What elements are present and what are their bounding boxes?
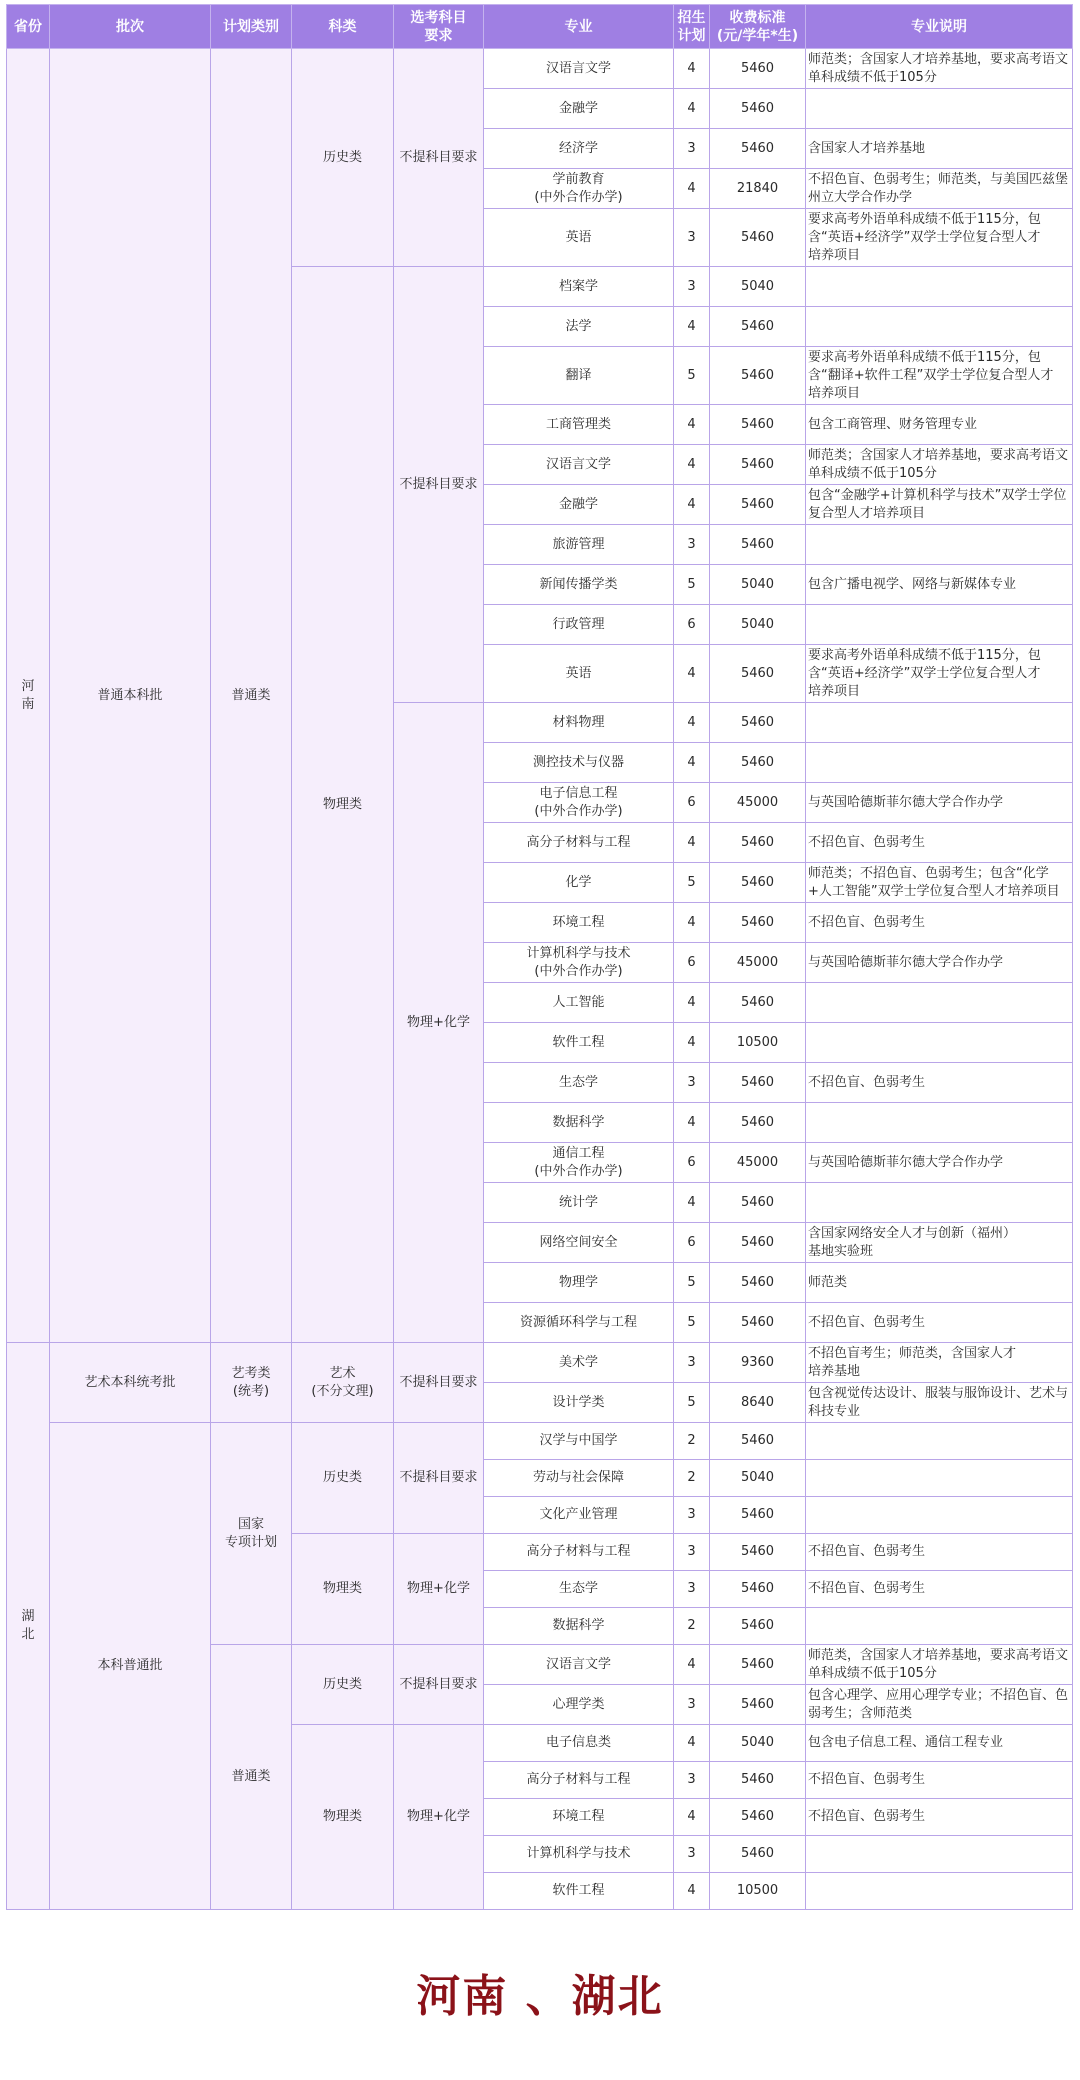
- major-cell: 环境工程: [484, 903, 674, 943]
- major-note-cell: 含国家网络安全人才与创新（福州） 基地实验班: [806, 1223, 1073, 1263]
- major-cell: 网络空间安全: [484, 1223, 674, 1263]
- subject-requirement-cell: 物理+化学: [394, 703, 484, 1343]
- admission-plan-table: [6, 4, 1073, 1910]
- subject-requirement-cell: 物理+化学: [394, 1725, 484, 1910]
- major-cell: 学前教育 (中外合作办学): [484, 169, 674, 209]
- enrollment-plan-cell: 6: [674, 605, 710, 645]
- enrollment-plan-cell: 2: [674, 1608, 710, 1645]
- header-tuition: 收费标准 (元/学年*生): [710, 5, 806, 49]
- major-cell: 金融学: [484, 485, 674, 525]
- major-cell: 劳动与社会保障: [484, 1460, 674, 1497]
- major-cell: 资源循环科学与工程: [484, 1303, 674, 1343]
- plan-category-cell: 艺考类 (统考): [211, 1343, 292, 1423]
- major-cell: 翻译: [484, 347, 674, 405]
- batch-cell: 普通本科批: [50, 49, 211, 1343]
- tuition-cell: 5460: [710, 1799, 806, 1836]
- major-note-cell: 与英国哈德斯菲尔德大学合作办学: [806, 943, 1073, 983]
- major-note-cell: [806, 525, 1073, 565]
- enrollment-plan-cell: 6: [674, 1143, 710, 1183]
- enrollment-plan-cell: 5: [674, 1303, 710, 1343]
- tuition-cell: 5460: [710, 1063, 806, 1103]
- tuition-cell: 5460: [710, 445, 806, 485]
- subject-requirement-cell: 不提科目要求: [394, 49, 484, 267]
- subject-category-cell: 物理类: [292, 1725, 394, 1910]
- tuition-cell: 5460: [710, 1183, 806, 1223]
- tuition-cell: 5460: [710, 1423, 806, 1460]
- major-cell: 电子信息工程 (中外合作办学): [484, 783, 674, 823]
- table-body: [7, 49, 1073, 1910]
- enrollment-plan-cell: 4: [674, 645, 710, 703]
- major-note-cell: [806, 267, 1073, 307]
- table-row: [7, 1343, 1073, 1383]
- major-note-cell: 包含“金融学+计算机科学与技术”双学士学位复合型人才培养项目: [806, 485, 1073, 525]
- tuition-cell: 5460: [710, 1685, 806, 1725]
- major-cell: 材料物理: [484, 703, 674, 743]
- major-cell: 设计学类: [484, 1383, 674, 1423]
- major-cell: 高分子材料与工程: [484, 1762, 674, 1799]
- enrollment-plan-cell: 5: [674, 565, 710, 605]
- header-batch: 批次: [50, 5, 211, 49]
- major-cell: 心理学类: [484, 1685, 674, 1725]
- tuition-cell: 5040: [710, 1460, 806, 1497]
- tuition-cell: 5460: [710, 49, 806, 89]
- header-subject-requirement: 选考科目 要求: [394, 5, 484, 49]
- enrollment-plan-cell: 4: [674, 1725, 710, 1762]
- enrollment-plan-cell: 4: [674, 89, 710, 129]
- enrollment-plan-cell: 4: [674, 49, 710, 89]
- enrollment-plan-cell: 5: [674, 1383, 710, 1423]
- enrollment-plan-cell: 3: [674, 209, 710, 267]
- tuition-cell: 5460: [710, 743, 806, 783]
- major-note-cell: [806, 1423, 1073, 1460]
- major-note-cell: 不招色盲考生；师范类，含国家人才 培养基地: [806, 1343, 1073, 1383]
- major-note-cell: [806, 1103, 1073, 1143]
- subject-requirement-cell: 不提科目要求: [394, 1645, 484, 1725]
- major-note-cell: 不招色盲、色弱考生: [806, 1799, 1073, 1836]
- major-note-cell: [806, 743, 1073, 783]
- tuition-cell: 5460: [710, 1608, 806, 1645]
- enrollment-plan-cell: 4: [674, 405, 710, 445]
- enrollment-plan-cell: 4: [674, 903, 710, 943]
- tuition-cell: 5460: [710, 983, 806, 1023]
- subject-requirement-cell: 不提科目要求: [394, 1423, 484, 1534]
- enrollment-plan-cell: 4: [674, 1103, 710, 1143]
- major-note-cell: [806, 307, 1073, 347]
- major-note-cell: 要求高考外语单科成绩不低于115分，包含“翻译+软件工程”双学士学位复合型人才 培养项目: [806, 347, 1073, 405]
- major-note-cell: 师范类，含国家人才培养基地，要求高考语文单科成绩不低于105分: [806, 1645, 1073, 1685]
- enrollment-plan-cell: 3: [674, 525, 710, 565]
- major-cell: 文化产业管理: [484, 1497, 674, 1534]
- major-note-cell: [806, 1460, 1073, 1497]
- subject-requirement-cell: 不提科目要求: [394, 267, 484, 703]
- enrollment-plan-cell: 4: [674, 703, 710, 743]
- major-cell: 新闻传播学类: [484, 565, 674, 605]
- major-cell: 数据科学: [484, 1608, 674, 1645]
- tuition-cell: 8640: [710, 1383, 806, 1423]
- major-note-cell: 包含视觉传达设计、服装与服饰设计、艺术与科技专业: [806, 1383, 1073, 1423]
- major-note-cell: [806, 1836, 1073, 1873]
- enrollment-plan-cell: 3: [674, 1571, 710, 1608]
- major-note-cell: 不招色盲、色弱考生: [806, 1571, 1073, 1608]
- major-note-cell: [806, 983, 1073, 1023]
- enrollment-plan-cell: 3: [674, 1685, 710, 1725]
- header-major-note: 专业说明: [806, 5, 1073, 49]
- tuition-cell: 5460: [710, 1497, 806, 1534]
- major-cell: 汉语言文学: [484, 1645, 674, 1685]
- major-note-cell: 与英国哈德斯菲尔德大学合作办学: [806, 783, 1073, 823]
- major-note-cell: 包含心理学、应用心理学专业；不招色盲、色弱考生；含师范类: [806, 1685, 1073, 1725]
- major-cell: 汉学与中国学: [484, 1423, 674, 1460]
- enrollment-plan-cell: 4: [674, 169, 710, 209]
- major-note-cell: 不招色盲、色弱考生；师范类，与美国匹兹堡州立大学合作办学: [806, 169, 1073, 209]
- tuition-cell: 5460: [710, 1263, 806, 1303]
- subject-category-cell: 历史类: [292, 1423, 394, 1534]
- major-cell: 美术学: [484, 1343, 674, 1383]
- major-cell: 旅游管理: [484, 525, 674, 565]
- major-note-cell: [806, 605, 1073, 645]
- major-note-cell: 不招色盲、色弱考生: [806, 903, 1073, 943]
- major-cell: 工商管理类: [484, 405, 674, 445]
- batch-cell: 本科普通批: [50, 1423, 211, 1910]
- enrollment-plan-cell: 2: [674, 1423, 710, 1460]
- major-cell: 金融学: [484, 89, 674, 129]
- tuition-cell: 45000: [710, 943, 806, 983]
- tuition-cell: 5460: [710, 1303, 806, 1343]
- enrollment-plan-cell: 5: [674, 863, 710, 903]
- tuition-cell: 5460: [710, 89, 806, 129]
- major-cell: 高分子材料与工程: [484, 823, 674, 863]
- enrollment-plan-cell: 4: [674, 1799, 710, 1836]
- major-cell: 生态学: [484, 1063, 674, 1103]
- tuition-cell: 5040: [710, 1725, 806, 1762]
- major-note-cell: 师范类: [806, 1263, 1073, 1303]
- footer-title: 河南 、湖北: [416, 1971, 664, 2022]
- major-note-cell: 与英国哈德斯菲尔德大学合作办学: [806, 1143, 1073, 1183]
- tuition-cell: 5460: [710, 645, 806, 703]
- major-cell: 软件工程: [484, 1023, 674, 1063]
- tuition-cell: 5460: [710, 823, 806, 863]
- major-cell: 统计学: [484, 1183, 674, 1223]
- tuition-cell: 5040: [710, 565, 806, 605]
- province-cell: 湖 北: [7, 1343, 50, 1910]
- tuition-cell: 21840: [710, 169, 806, 209]
- tuition-cell: 45000: [710, 1143, 806, 1183]
- tuition-cell: 5460: [710, 1223, 806, 1263]
- subject-category-cell: 历史类: [292, 49, 394, 267]
- enrollment-plan-cell: 6: [674, 1223, 710, 1263]
- major-cell: 人工智能: [484, 983, 674, 1023]
- header-enrollment-plan: 招生 计划: [674, 5, 710, 49]
- plan-category-cell: 普通类: [211, 1645, 292, 1910]
- major-note-cell: 不招色盲、色弱考生: [806, 1534, 1073, 1571]
- major-cell: 计算机科学与技术: [484, 1836, 674, 1873]
- plan-category-cell: 国家 专项计划: [211, 1423, 292, 1645]
- enrollment-plan-cell: 3: [674, 1762, 710, 1799]
- enrollment-plan-cell: 6: [674, 943, 710, 983]
- table-row: [7, 49, 1073, 89]
- major-note-cell: [806, 1873, 1073, 1910]
- tuition-cell: 45000: [710, 783, 806, 823]
- batch-cell: 艺术本科统考批: [50, 1343, 211, 1423]
- major-cell: 汉语言文学: [484, 49, 674, 89]
- major-cell: 高分子材料与工程: [484, 1534, 674, 1571]
- enrollment-plan-cell: 4: [674, 1023, 710, 1063]
- enrollment-plan-cell: 3: [674, 1343, 710, 1383]
- major-cell: 档案学: [484, 267, 674, 307]
- tuition-cell: 10500: [710, 1873, 806, 1910]
- major-note-cell: 不招色盲、色弱考生: [806, 1303, 1073, 1343]
- tuition-cell: 5040: [710, 267, 806, 307]
- tuition-cell: 5460: [710, 405, 806, 445]
- major-note-cell: 不招色盲、色弱考生: [806, 823, 1073, 863]
- enrollment-plan-cell: 4: [674, 445, 710, 485]
- major-cell: 软件工程: [484, 1873, 674, 1910]
- major-note-cell: 要求高考外语单科成绩不低于115分，包含“英语+经济学”双学士学位复合型人才 培养项目: [806, 645, 1073, 703]
- enrollment-plan-cell: 4: [674, 1873, 710, 1910]
- header-province: 省份: [7, 5, 50, 49]
- subject-category-cell: 物理类: [292, 1534, 394, 1645]
- major-cell: 物理学: [484, 1263, 674, 1303]
- major-note-cell: 包含工商管理、财务管理专业: [806, 405, 1073, 445]
- major-cell: 计算机科学与技术 (中外合作办学): [484, 943, 674, 983]
- enrollment-plan-cell: 2: [674, 1460, 710, 1497]
- enrollment-plan-cell: 3: [674, 1534, 710, 1571]
- major-cell: 测控技术与仪器: [484, 743, 674, 783]
- enrollment-plan-cell: 3: [674, 267, 710, 307]
- major-note-cell: 包含电子信息工程、通信工程专业: [806, 1725, 1073, 1762]
- major-note-cell: 师范类；含国家人才培养基地，要求高考语文单科成绩不低于105分: [806, 445, 1073, 485]
- enrollment-plan-cell: 5: [674, 1263, 710, 1303]
- major-note-cell: 含国家人才培养基地: [806, 129, 1073, 169]
- major-cell: 英语: [484, 209, 674, 267]
- tuition-cell: 5460: [710, 1645, 806, 1685]
- major-note-cell: 不招色盲、色弱考生: [806, 1063, 1073, 1103]
- enrollment-plan-cell: 4: [674, 823, 710, 863]
- major-cell: 经济学: [484, 129, 674, 169]
- header-subject-category: 科类: [292, 5, 394, 49]
- tuition-cell: 5460: [710, 129, 806, 169]
- tuition-cell: 5460: [710, 209, 806, 267]
- subject-category-cell: 历史类: [292, 1645, 394, 1725]
- major-cell: 通信工程 (中外合作办学): [484, 1143, 674, 1183]
- major-cell: 英语: [484, 645, 674, 703]
- tuition-cell: 10500: [710, 1023, 806, 1063]
- tuition-cell: 5460: [710, 1836, 806, 1873]
- tuition-cell: 5460: [710, 1534, 806, 1571]
- enrollment-plan-cell: 3: [674, 1497, 710, 1534]
- header-plan-category: 计划类别: [211, 5, 292, 49]
- subject-category-cell: 艺术 (不分文理): [292, 1343, 394, 1423]
- major-note-cell: 包含广播电视学、网络与新媒体专业: [806, 565, 1073, 605]
- enrollment-plan-cell: 3: [674, 129, 710, 169]
- major-note-cell: 师范类；不招色盲、色弱考生；包含“化学+人工智能”双学士学位复合型人才培养项目: [806, 863, 1073, 903]
- major-cell: 生态学: [484, 1571, 674, 1608]
- enrollment-plan-cell: 4: [674, 983, 710, 1023]
- enrollment-plan-cell: 4: [674, 1183, 710, 1223]
- header-major: 专业: [484, 5, 674, 49]
- major-note-cell: [806, 1497, 1073, 1534]
- major-cell: 环境工程: [484, 1799, 674, 1836]
- major-note-cell: 师范类；含国家人才培养基地，要求高考语文单科成绩不低于105分: [806, 49, 1073, 89]
- enrollment-plan-cell: 5: [674, 347, 710, 405]
- tuition-cell: 5460: [710, 903, 806, 943]
- enrollment-plan-cell: 4: [674, 1645, 710, 1685]
- major-cell: 汉语言文学: [484, 445, 674, 485]
- tuition-cell: 9360: [710, 1343, 806, 1383]
- major-cell: 电子信息类: [484, 1725, 674, 1762]
- major-note-cell: [806, 89, 1073, 129]
- enrollment-plan-cell: 4: [674, 307, 710, 347]
- tuition-cell: 5460: [710, 347, 806, 405]
- major-note-cell: 要求高考外语单科成绩不低于115分，包含“英语+经济学”双学士学位复合型人才 培养项目: [806, 209, 1073, 267]
- enrollment-plan-cell: 6: [674, 783, 710, 823]
- header-row: [7, 5, 1073, 49]
- tuition-cell: 5460: [710, 1571, 806, 1608]
- subject-category-cell: 物理类: [292, 267, 394, 1343]
- enrollment-plan-cell: 4: [674, 485, 710, 525]
- tuition-cell: 5460: [710, 863, 806, 903]
- tuition-cell: 5460: [710, 307, 806, 347]
- tuition-cell: 5460: [710, 1762, 806, 1799]
- major-cell: 行政管理: [484, 605, 674, 645]
- enrollment-plan-cell: 4: [674, 743, 710, 783]
- tuition-cell: 5460: [710, 703, 806, 743]
- major-note-cell: [806, 703, 1073, 743]
- subject-requirement-cell: 物理+化学: [394, 1534, 484, 1645]
- plan-category-cell: 普通类: [211, 49, 292, 1343]
- major-note-cell: [806, 1183, 1073, 1223]
- major-note-cell: [806, 1023, 1073, 1063]
- major-cell: 法学: [484, 307, 674, 347]
- tuition-cell: 5460: [710, 485, 806, 525]
- subject-requirement-cell: 不提科目要求: [394, 1343, 484, 1423]
- province-cell: 河 南: [7, 49, 50, 1343]
- tuition-cell: 5460: [710, 1103, 806, 1143]
- major-cell: 数据科学: [484, 1103, 674, 1143]
- major-cell: 化学: [484, 863, 674, 903]
- tuition-cell: 5040: [710, 605, 806, 645]
- major-note-cell: 不招色盲、色弱考生: [806, 1762, 1073, 1799]
- tuition-cell: 5460: [710, 525, 806, 565]
- table-row: [7, 1423, 1073, 1460]
- major-note-cell: [806, 1608, 1073, 1645]
- enrollment-plan-cell: 3: [674, 1836, 710, 1873]
- enrollment-plan-cell: 3: [674, 1063, 710, 1103]
